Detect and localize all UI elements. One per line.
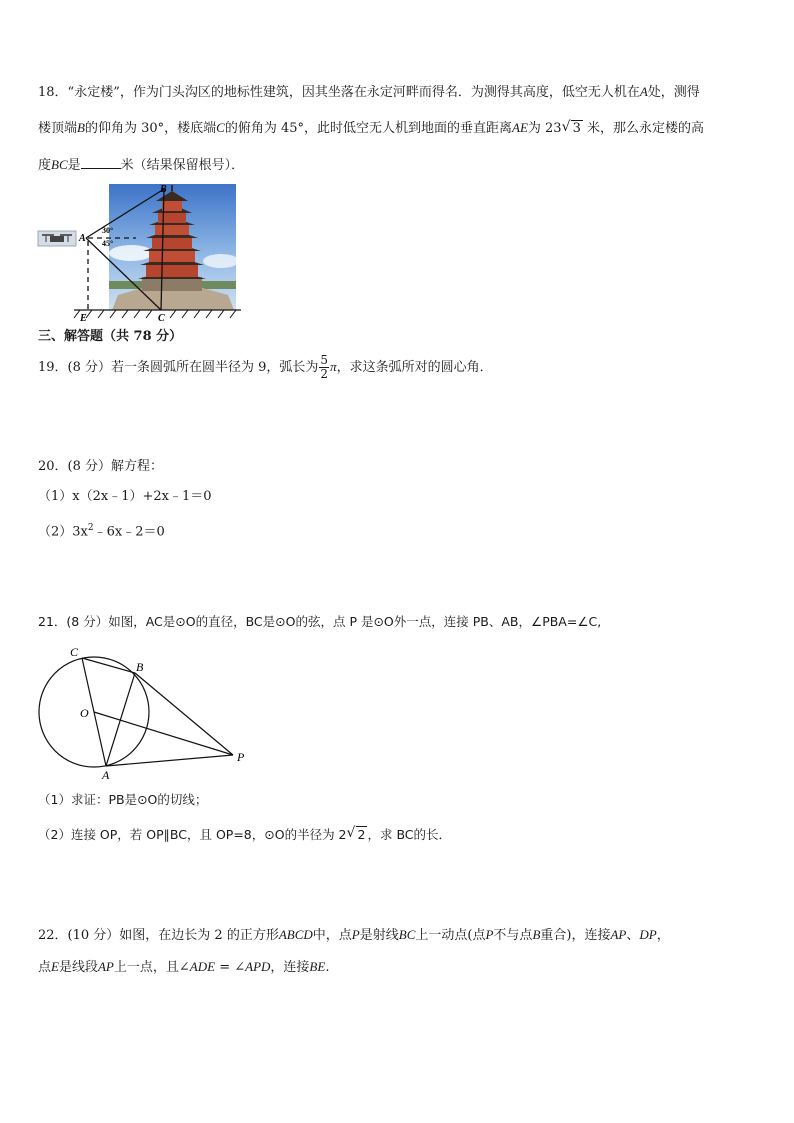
q18-line2: 楼顶端B的仰角为 30°，楼底端C的俯角为 45°，此时低空无人机到地面的垂直距离AE为 23√ 3 米，那么永定楼的高 bbox=[38, 118, 704, 139]
label-A: A bbox=[79, 233, 86, 244]
q19: 19．(8 分）若一条圆弧所在圆半径为 9，弧长为 $\frac{5}{2}$ π，求这条弧所对的圆心角． bbox=[38, 353, 493, 381]
label-B: B bbox=[160, 184, 167, 195]
q22-line2: 点E是线段AP上一点，且∠ADE = ∠APD，连接BE. bbox=[38, 959, 330, 975]
q21-part2: （2）连接 OP，若 OP∥BC，且 OP=8，⊙O的半径为 2√ 2 ，求 BC的长． bbox=[38, 825, 451, 845]
label-30: 30° bbox=[102, 226, 114, 235]
label-E: E bbox=[80, 313, 87, 324]
section-title: 三、解答题（共 78 分） bbox=[38, 329, 183, 344]
fraction-5-2: $\frac{5}{2}$ bbox=[320, 353, 329, 381]
label-O: O bbox=[80, 706, 89, 720]
label-45: 45° bbox=[102, 239, 114, 248]
q21-part1: （1）求证：PB是⊙O的切线； bbox=[38, 792, 208, 807]
q21-stem: 21．(8 分）如图，AC是⊙O的直径，BC是⊙O的弦，点 P 是⊙O外一点，连接 PB、AB，∠PBA=∠C, bbox=[38, 614, 602, 629]
chord-BC bbox=[82, 658, 135, 673]
sqrt-3: √ 3 bbox=[562, 119, 583, 139]
answer-blank[interactable] bbox=[81, 156, 121, 169]
label-B: B bbox=[136, 660, 144, 674]
q20-part2: $(2)3x^2﹣6x﹣2=0$ bbox=[38, 523, 165, 540]
segment-OP bbox=[94, 712, 233, 755]
segment-PB bbox=[135, 673, 233, 755]
label-C: C bbox=[70, 645, 79, 659]
segment-AB bbox=[106, 673, 135, 766]
q21-circle-figure bbox=[36, 640, 256, 782]
ground-hatch bbox=[74, 310, 236, 318]
q18-tower-figure bbox=[36, 183, 248, 325]
sqrt-2: √ 2 bbox=[347, 825, 368, 845]
drone-icon bbox=[38, 231, 76, 246]
q22-line1: 22．(10 分）如图，在边长为 2 的正方形ABCD中，点P是射线BC上一动点(点P不与点B重合)，连接AP、DP， bbox=[38, 927, 670, 943]
label-P: P bbox=[237, 750, 245, 764]
q20-title: 20．(8 分）解方程： bbox=[38, 459, 164, 474]
label-C: C bbox=[158, 313, 165, 324]
q20-part1: （1）x（2x﹣1）+2x﹣1＝0 bbox=[38, 489, 212, 504]
label-A: A bbox=[102, 768, 110, 782]
segment-PA bbox=[106, 755, 233, 766]
q18-line1: 18．“永定楼”，作为门头沟区的地标性建筑，因其坐落在永定河畔而得名．为测得其高度，低空无人机在A处，测得 bbox=[38, 84, 700, 100]
q18-line3: 度BC是 米（结果保留根号）． bbox=[38, 157, 245, 173]
